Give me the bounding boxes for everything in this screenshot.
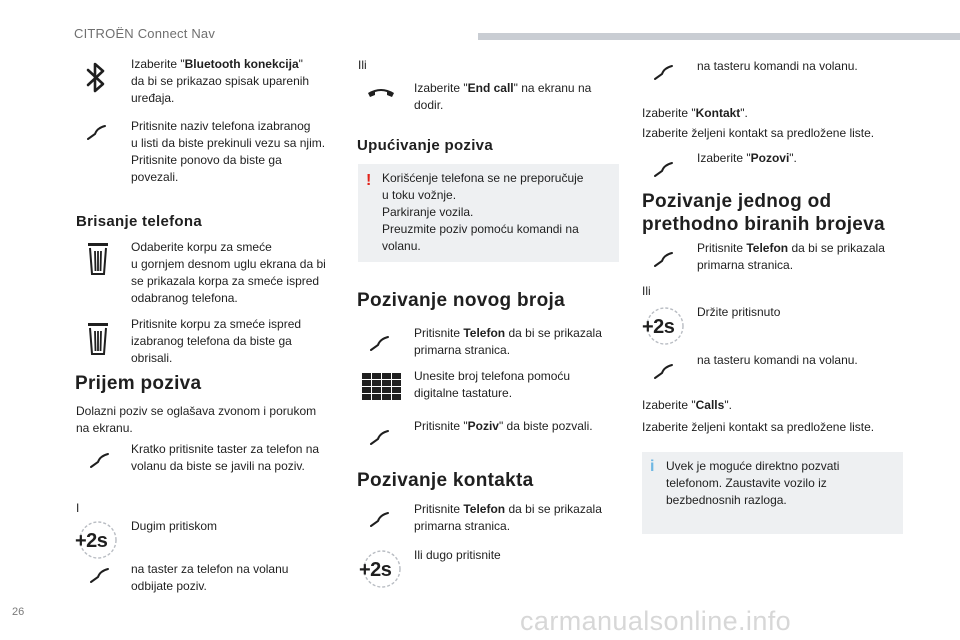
wheel-command-item-text-2: na tasteru komandi na volanu. xyxy=(697,353,858,367)
warning-icon: ! xyxy=(366,172,372,189)
touch-press-icon xyxy=(368,334,392,354)
trash-icon xyxy=(87,242,109,276)
phone-press-item-text-2: Pritisnite Telefon da bi se prikazala primarna stranica. xyxy=(414,502,602,533)
bluetooth-item-text: Izaberite "Bluetooth konekcija" da bi se prikazao spisak uparenih uređaja. xyxy=(131,57,310,105)
header-title: CITROËN Connect Nav xyxy=(74,26,216,41)
two-seconds-label: +2s xyxy=(642,316,675,338)
ili-label: Ili xyxy=(642,284,651,298)
touch-press-icon xyxy=(652,362,676,382)
long-press-item-text: Dugim pritiskom xyxy=(131,519,218,533)
ili-label: Ili xyxy=(358,58,367,72)
phone-press-item-text-3: Pritisnite Telefon da bi se prikazala primarna stranica. xyxy=(697,241,885,272)
receive-intro-text: Dolazni poziv se oglašava zvonom i porukom na ekranu. xyxy=(76,404,317,435)
select-from-list-text: Izaberite željeni kontakt sa predložene liste. xyxy=(642,126,875,140)
page-header xyxy=(0,0,960,40)
phone-press-item-text: Pritisnite Telefon da bi se prikazala primarna stranica. xyxy=(414,326,602,357)
delete-phone-heading: Brisanje telefona xyxy=(76,213,202,230)
select-calls-text: Izaberite "Calls". xyxy=(642,398,732,412)
two-seconds-label: +2s xyxy=(75,530,108,552)
keypad-item-text: Unesite broj telefona pomoću digitalne tastature. xyxy=(414,369,571,400)
select-contact-text: Izaberite "Kontakt". xyxy=(642,106,748,120)
info-text: Uvek je moguće direktno pozvati telefonom. Zaustavite vozilo iz bezbednosnih razloga. xyxy=(666,459,840,507)
select-call-item-text: Izaberite "Pozovi". xyxy=(697,151,797,165)
contact-call-heading: Pozivanje kontakta xyxy=(357,470,534,491)
touch-press-icon xyxy=(368,428,392,448)
select-from-list-text-2: Izaberite željeni kontakt sa predložene liste. xyxy=(642,420,875,434)
info-icon: i xyxy=(650,458,655,475)
outgoing-call-heading: Upućivanje poziva xyxy=(357,137,493,154)
end-call-icon xyxy=(366,85,396,99)
touch-press-icon xyxy=(368,510,392,530)
receive-call-heading: Prijem poziva xyxy=(75,373,202,394)
two-seconds-label: +2s xyxy=(359,559,392,581)
touch-press-icon xyxy=(652,160,676,180)
touch-press-icon xyxy=(88,566,112,586)
press-name-item-text: Pritisnite naziv telefona izabranog u listi da biste prekinuli vezu sa njim. Pritisnite ponovo da biste ga povezali. xyxy=(131,119,326,184)
long-press-or-item-text: Ili dugo pritisnite xyxy=(414,548,501,562)
reject-item-text: na taster za telefon na volanu odbijate poziv. xyxy=(131,562,289,593)
watermark: carmanualsonline.info xyxy=(520,606,792,636)
touch-press-icon xyxy=(88,451,112,471)
touch-press-icon xyxy=(85,123,109,143)
or-label: I xyxy=(76,501,80,515)
end-call-item-text: Izaberite "End call" na ekranu na dodir. xyxy=(414,81,592,112)
call-press-item-text: Pritisnite "Poziv" da biste pozvali. xyxy=(414,419,593,433)
touch-press-icon xyxy=(652,63,676,83)
info-note xyxy=(642,452,903,534)
trash-select-item-text: Odaberite korpu za smeće u gornjem desnom uglu ekrana da bi se prikazala korpa za smeće ispred odabranog telefona. xyxy=(131,240,326,305)
trash-icon xyxy=(87,322,109,356)
new-number-heading: Pozivanje novog broja xyxy=(357,290,565,311)
bluetooth-icon xyxy=(84,60,108,96)
recent-numbers-heading: Pozivanje jednog od prethodno biranih brojeva xyxy=(642,191,885,235)
wheel-command-item-text: na tasteru komandi na volanu. xyxy=(697,59,858,73)
header-rule xyxy=(478,33,960,40)
keypad-icon xyxy=(362,373,402,401)
hold-item-text: Držite pritisnuto xyxy=(697,305,781,319)
warning-note xyxy=(358,164,619,262)
page-number: 26 xyxy=(12,606,25,618)
trash-press-item-text: Pritisnite korpu za smeće ispred izabranog telefona da biste ga obrisali. xyxy=(131,317,302,365)
touch-press-icon xyxy=(652,250,676,270)
warning-text: Korišćenje telefona se ne preporučuje u toku vožnje. Parkiranje vozila. Preuzmite poziv pomoću komandi na volanu. xyxy=(382,171,584,253)
short-press-item-text: Kratko pritisnite taster za telefon na volanu da biste se javili na poziv. xyxy=(131,442,320,473)
